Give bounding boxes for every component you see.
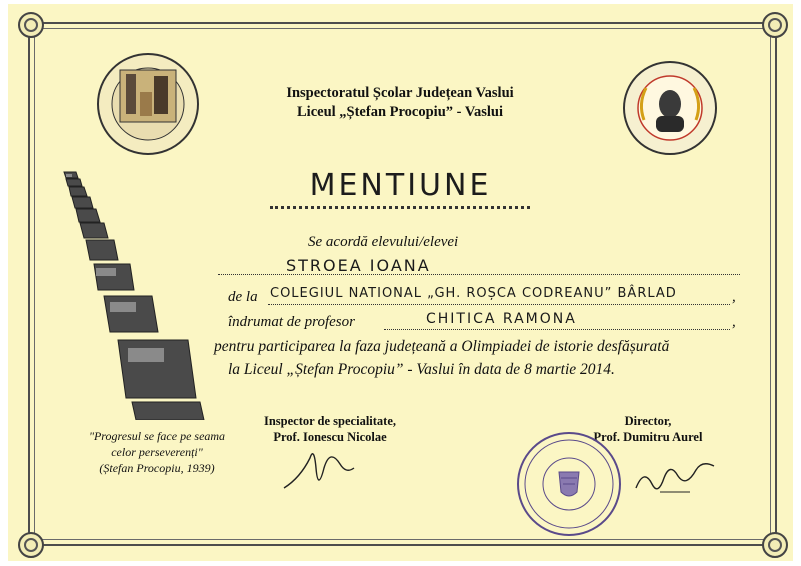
header-school: Liceul „Ștefan Procopiu” - Vaslui [297, 104, 503, 120]
student-name: STROEA IOANA [286, 256, 431, 275]
trailing-comma: , [732, 289, 736, 305]
corner-ornament [18, 532, 44, 558]
certificate-title: MENTIUNE [309, 168, 492, 203]
corner-ornament [18, 12, 44, 38]
inspector-name: Prof. Ionescu Nicolae [273, 430, 387, 444]
teacher-dotted-line [384, 329, 730, 330]
inspectorate-logo [96, 52, 200, 156]
quote-line-1: "Progresul se face pe seama [88, 429, 226, 443]
indrumat-label: îndrumat de profesor [228, 314, 355, 330]
procopiu-quote [62, 428, 252, 476]
director-role: Director, [624, 414, 672, 428]
participation-line: pentru participarea la faza județeană a Olimpiadei de istorie desfășurată [214, 338, 670, 355]
inspector-signature [280, 438, 360, 498]
teacher-name: CHITICA RAMONA [426, 311, 577, 327]
header-inspectorate: Inspectoratul Școlar Județean Vaslui [286, 85, 514, 101]
endless-column-image [60, 170, 210, 420]
corner-ornament [762, 532, 788, 558]
director-name: Prof. Dumitru Aurel [593, 430, 703, 444]
trailing-comma: , [732, 314, 736, 330]
school-logo [622, 60, 718, 156]
school-dotted-line [268, 304, 730, 305]
certificate-header [220, 84, 580, 122]
quote-author: (Ștefan Procopiu, 1939) [99, 461, 215, 475]
de-la-label: de la [228, 289, 258, 305]
title-underline [270, 206, 530, 209]
school-round-stamp [515, 430, 623, 538]
inspector-role: Inspector de specialitate, [263, 414, 397, 428]
location-line: la Liceul „Ștefan Procopiu” - Vaslui în data de 8 martie 2014. [228, 361, 615, 378]
director-signature [630, 448, 720, 500]
quote-line-2: celor perseverenți" [111, 445, 203, 459]
award-line: Se acordă elevului/elevei [308, 234, 459, 250]
school-name: COLEGIUL NATIONAL „GH. ROȘCA CODREANU” BÂRLAD [270, 286, 677, 301]
corner-ornament [762, 12, 788, 38]
